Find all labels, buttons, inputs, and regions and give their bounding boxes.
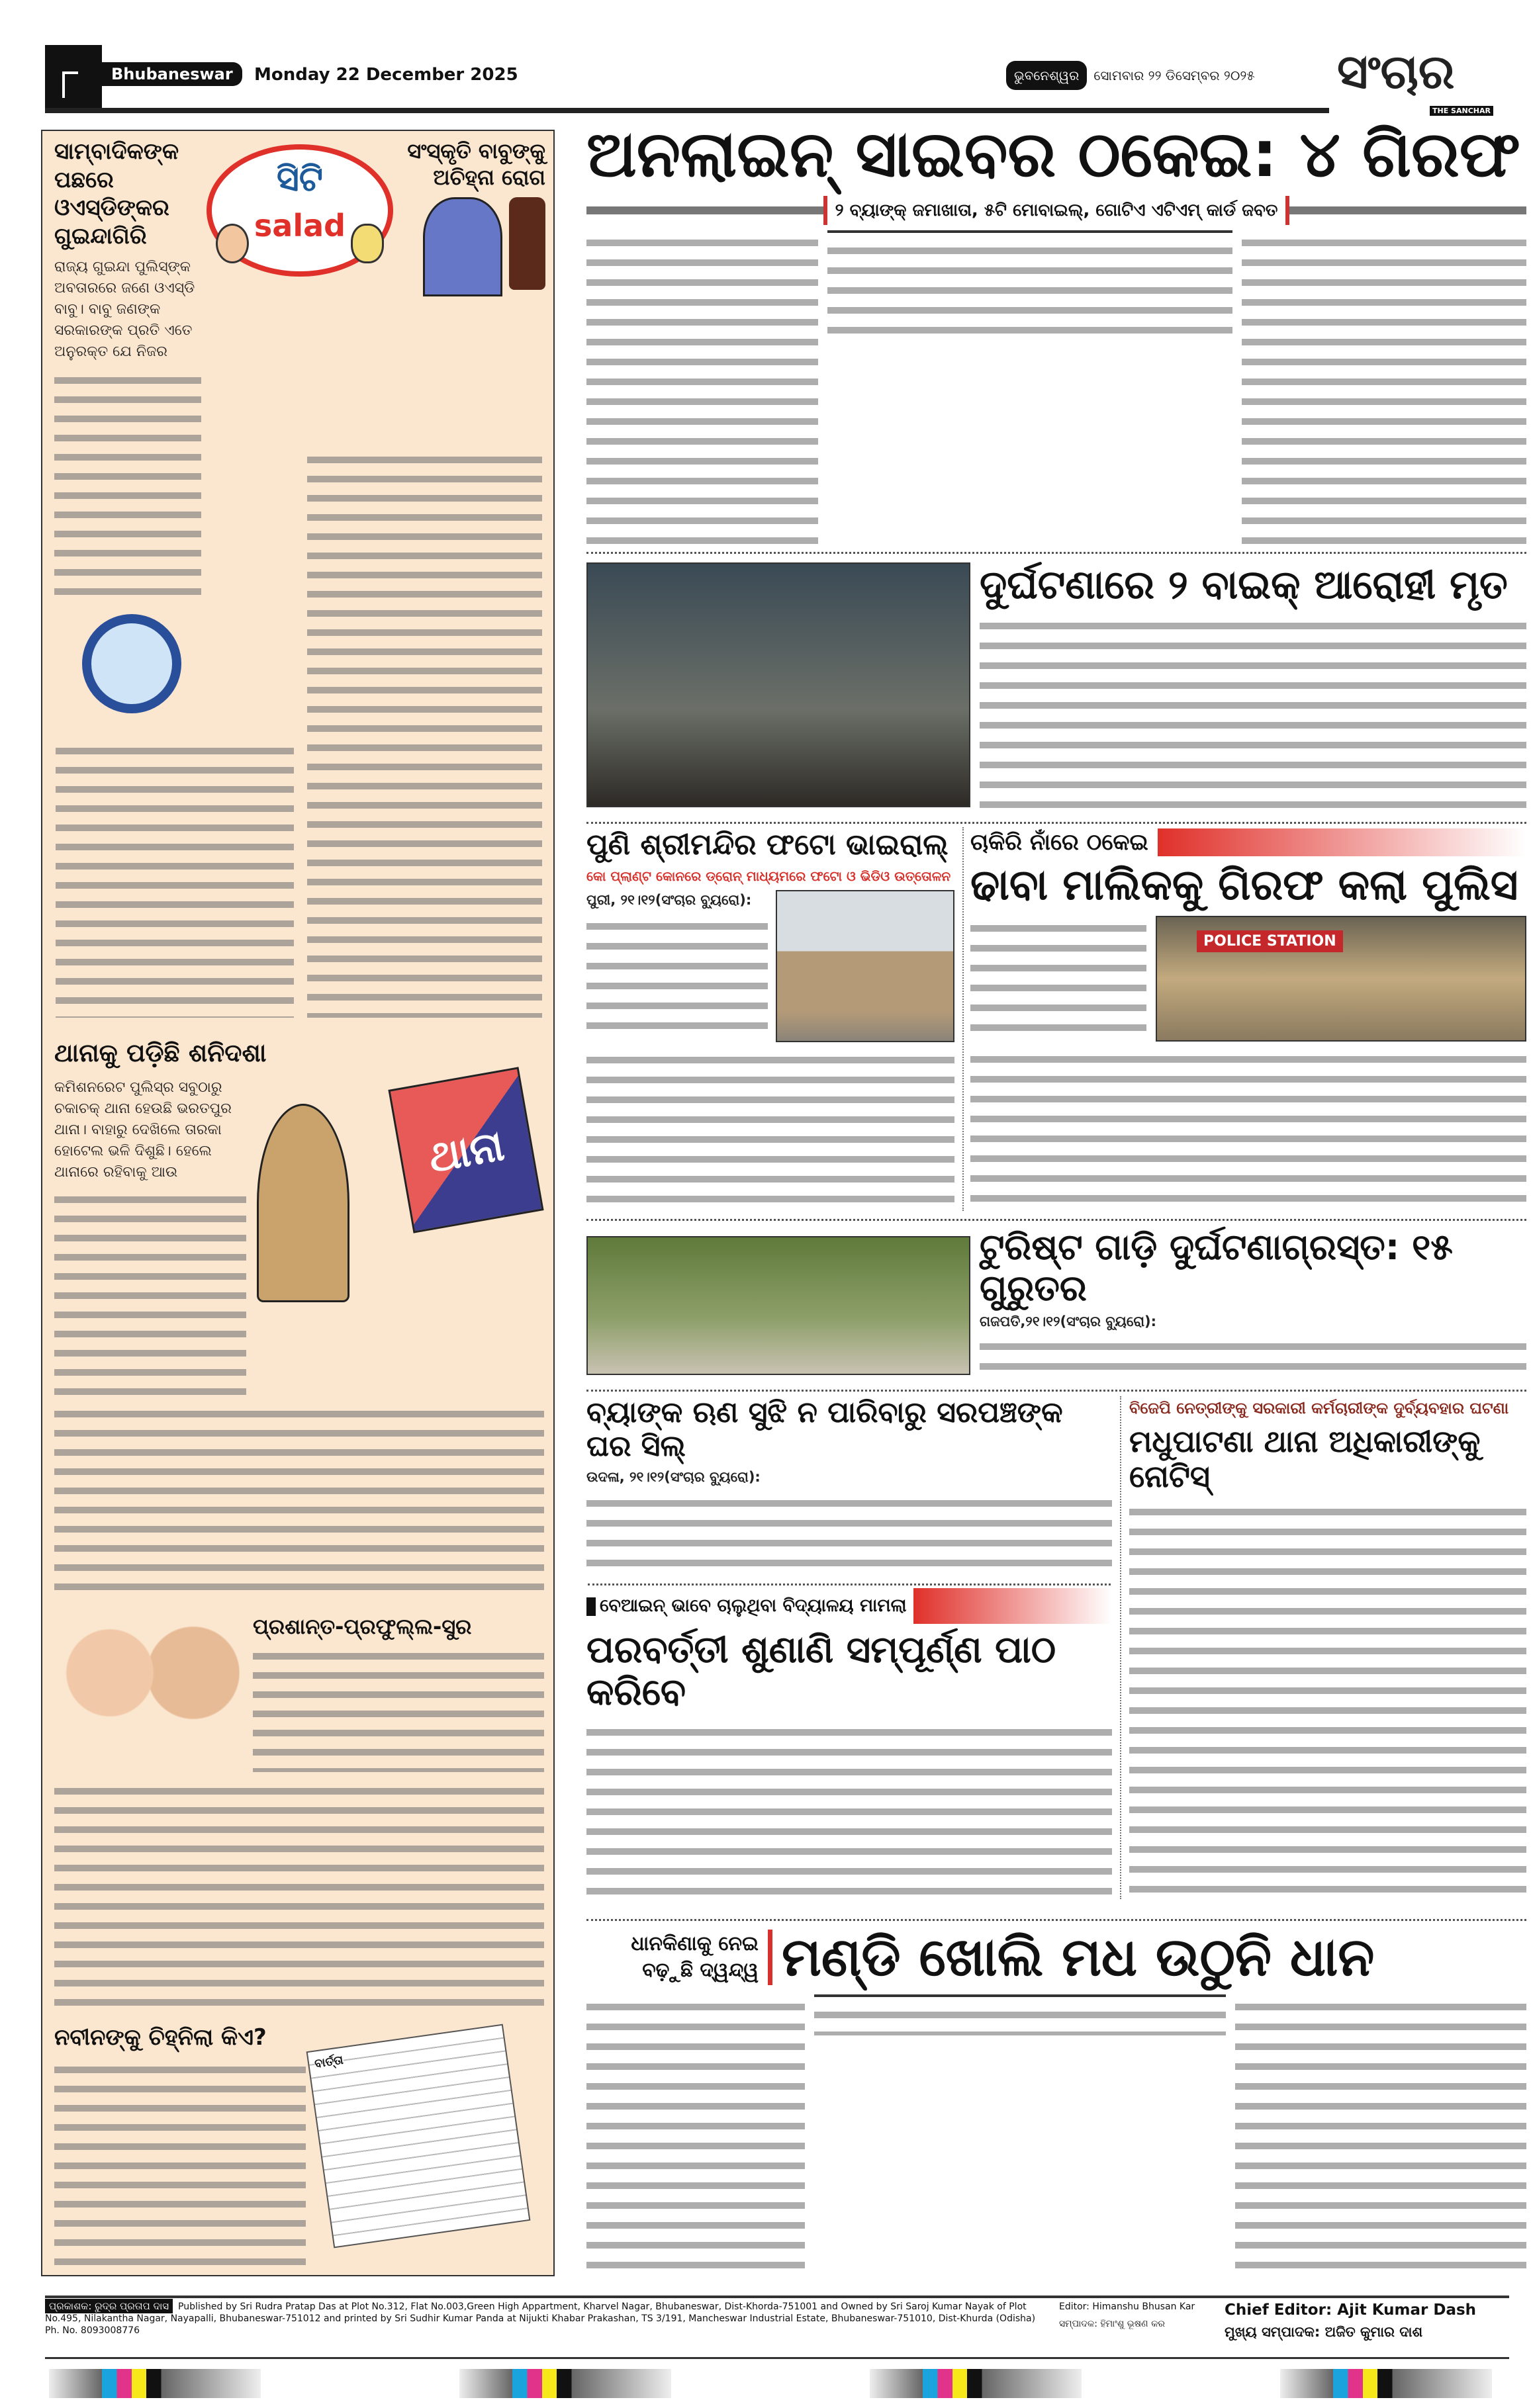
date-odia: ସୋମବାର ୨୨ ଡିସେମ୍ବର ୨୦୨୫ bbox=[1093, 67, 1255, 83]
naveen-title: ନବୀନଙ୍କୁ ଚିହ୍ନିଲା କିଏ? bbox=[54, 2024, 267, 2051]
school-kicker-row bbox=[586, 1588, 1112, 1624]
lead-body bbox=[586, 230, 1526, 547]
color-bar-2 bbox=[459, 2369, 671, 2398]
puri-text-2 bbox=[586, 1048, 954, 1212]
lead-subhead: ୨ ବ୍ୟାଙ୍କ୍ ଜମାଖାତା, ୫ଟି ମୋବାଇଲ୍, ଗୋଟିଏ ଏଟିଏମ୍ କାର୍ଡ ଜବତ bbox=[823, 196, 1290, 225]
policeman-cartoon bbox=[257, 1104, 349, 1302]
publisher-box: ପ୍ରକାଶକ: ରୁଦ୍ର ପ୍ରତାପ ଦାସ bbox=[45, 2299, 173, 2313]
rice-sacks-photo bbox=[814, 1994, 1226, 1997]
accident-photo bbox=[586, 562, 970, 807]
lead-photo-col bbox=[827, 230, 1232, 547]
footer-rule-bottom bbox=[45, 2357, 1509, 2359]
square-bullet-icon bbox=[586, 1597, 596, 1616]
puri-headline: ପୁଣି ଶ୍ରୀମନ୍ଦିର ଫଟୋ ଭାଇରାଲ୍ bbox=[586, 828, 949, 862]
lead-photo-arrested bbox=[827, 230, 1232, 233]
color-bar-3 bbox=[870, 2369, 1082, 2398]
madhupatna-headline: ମଧୁପାଟଣା ଥାନା ଅଧିକାରୀଙ୍କୁ ନୋଟିସ୍ bbox=[1129, 1423, 1481, 1494]
school-kicker bbox=[586, 1594, 907, 1618]
logo-salad: salad bbox=[254, 208, 346, 244]
cartoon-face-right bbox=[351, 224, 384, 263]
school-headline: ପରବର୍ତ୍ତୀ ଶୁଣାଣି ସମ୍ପୂର୍ଣ୍ଣ ପାଠ କରିବେ bbox=[586, 1628, 1056, 1715]
kicker-bar bbox=[1158, 828, 1526, 856]
editor: Editor: Himanshu Bhusan Kar bbox=[1059, 2301, 1195, 2312]
naveen-textcol bbox=[54, 2024, 306, 2268]
lead-subhead-row bbox=[586, 196, 1526, 225]
imprint-line-2: Nilakantha Nagar, Nayapalli, Bhubaneswar-751012 and printed by Sri Sudhir Kumar Panda at Nijukti Khabar Prakashan, TS 3/191, Mancheswar Industrial Estate, Bhubaneswar-751010, Dist-Khurda (Odisha) Ph. No. 8093008776 bbox=[45, 2313, 1036, 2336]
tourist-headline: ଟୁରିଷ୍ଟ ଗାଡ଼ି ଦୁର୍ଘଟଣାଗ୍ରସ୍ତ: ୧୫ ଗୁରୁତର bbox=[980, 1226, 1453, 1310]
police-headline: ଢାବା ମାଲିକକୁ ଗିରଫ କଲା ପୁଲିସ bbox=[970, 861, 1518, 910]
lead-story bbox=[586, 118, 1526, 547]
bank-headline: ବ୍ୟାଙ୍କ ଋଣ ସୁଝି ନ ପାରିବାରୁ ସରପଞ୍ଚଙ୍କ ଘର ସିଲ୍ bbox=[586, 1396, 1063, 1463]
tourist-accident-photo bbox=[586, 1236, 970, 1375]
bank-dateline: ଉଦଳା, ୨୧।୧୨(ସଂଚାର ବ୍ୟୁରୋ): bbox=[586, 1469, 761, 1486]
city-salad-column bbox=[41, 130, 555, 2276]
police-station-photo bbox=[1156, 916, 1526, 1042]
police-row bbox=[970, 916, 1526, 1042]
thana-row bbox=[54, 1077, 544, 1395]
puri-story bbox=[586, 828, 954, 1212]
accident-headline: ଦୁର୍ଘଟଣାରେ ୨ ବାଇକ୍ ଆରୋହୀ ମୃତ bbox=[980, 562, 1508, 608]
editor-odia: ସମ୍ପାଦକ: ହିମାଂଶୁ ଭୂଷଣ କର bbox=[1059, 2319, 1166, 2329]
col1-text bbox=[54, 369, 201, 601]
police-text bbox=[970, 916, 1146, 1042]
prashant-row bbox=[54, 1613, 544, 1772]
rice-text-mid bbox=[814, 2002, 1226, 2035]
rice-text-right bbox=[1235, 1994, 1526, 2276]
footer bbox=[45, 2300, 1509, 2341]
magnifier-cartoon bbox=[82, 614, 181, 713]
puri-dateline: ପୁରୀ, ୨୧।୧୨(ସଂଚାର ବ୍ୟୁରୋ): bbox=[586, 891, 752, 908]
rice-body bbox=[586, 1994, 1526, 2276]
accident-story bbox=[586, 562, 1526, 815]
column-rule bbox=[962, 827, 964, 1211]
tourist-textcol bbox=[980, 1227, 1526, 1383]
col1-lead: ରାଜ୍ୟ ଗୁଇନ୍ଦା ପୁଲିସ୍‌ଙ୍କ ଅବତାରରେ ଜଣେ ଓଏସ୍‌ଡି ବାବୁ। ବାବୁ ଜଣଙ୍କ ସରକାରଙ୍କ ପ୍ରତି ଏତେ ଅନୁରକ୍ତ ଯେ ନିଜର bbox=[54, 259, 195, 360]
city-badge: Bhubaneswar bbox=[102, 62, 242, 86]
lead-headline: ଅନଲାଇନ୍ ସାଇବର ଠକେଇ: ୪ ଗିରଫ bbox=[586, 117, 1520, 191]
accident-textcol bbox=[980, 562, 1526, 815]
chief-editor: Chief Editor: Ajit Kumar Dash bbox=[1225, 2301, 1477, 2319]
thana-section bbox=[54, 1038, 544, 1600]
thana-lead: କମିଶନରେଟ ପୁଲିସ୍‌ର ସବୁଠାରୁ ଚକାଚକ୍ ଥାନା ହେଉଛି ଭରତପୁର ଥାନା। ବାହାରୁ ଦେଖିଲେ ତାରକା ହୋଟେଲ ଭଳି ଦିଶୁଛି। ହେଲେ ଥାନାରେ ରହିବାକୁ ଆଉ bbox=[54, 1079, 232, 1181]
date: Monday 22 December 2025 bbox=[254, 65, 518, 85]
madhupatna-kicker: ବିଜେପି ନେତ୍ରୀଙ୍କୁ ସରକାରୀ କର୍ମଚାରୀଙ୍କ ଦୁର୍ବ୍ୟବହାର ଘଟଣା bbox=[1129, 1399, 1509, 1417]
police-text-2 bbox=[970, 1047, 1526, 1212]
puri-row bbox=[586, 890, 954, 1042]
cartoon-face-left bbox=[216, 224, 249, 263]
thana-text bbox=[54, 1188, 246, 1395]
divider bbox=[586, 1390, 1526, 1392]
lead-subhead-rule-right bbox=[1289, 206, 1526, 214]
rice-story bbox=[586, 1927, 1526, 2276]
lead-text-right bbox=[1242, 230, 1526, 547]
rice-head-row bbox=[586, 1927, 1526, 1988]
col1-title: ସାମ୍ବାଦିକଙ୍କ ପଛରେ ଓଏସ୍‌ଡିଙ୍କର ଗୁଇନ୍ଦାଗିରି bbox=[54, 138, 179, 249]
rice-photo-col bbox=[814, 1994, 1226, 2276]
col2-title: ସଂସ୍କୃତି ବାବୁଙ୍କୁ ଅଚିହ୍ନା ରୋଗ bbox=[407, 138, 545, 190]
lead-subhead-rule bbox=[586, 206, 823, 214]
header-rule bbox=[45, 108, 1329, 113]
naveen-text bbox=[54, 2059, 306, 2269]
letter-label: ବାର୍ତ୍ତା bbox=[313, 2053, 344, 2071]
thana-sign: ଥାନା bbox=[388, 1067, 543, 1233]
divider bbox=[586, 822, 1526, 824]
col2-text bbox=[307, 449, 542, 1018]
school-story bbox=[586, 1588, 1112, 1899]
lead-text-mid bbox=[827, 238, 1232, 344]
divider bbox=[586, 1919, 1526, 1921]
puri-subhead: କୋ ପ୍ଲାଣ୍ଟ କୋନରେ ଡ୍ରୋନ୍ ମାଧ୍ୟମରେ ଫଟୋ ଓ ଭିଡିଓ ଉତ୍ତୋଳନ bbox=[586, 868, 951, 884]
prashant-text bbox=[253, 1645, 544, 1772]
bank-text bbox=[586, 1491, 1112, 1578]
col2 bbox=[403, 138, 545, 296]
divider bbox=[586, 1219, 1526, 1221]
tourist-text bbox=[980, 1334, 1526, 1383]
rice-headline: ମଣ୍ଡି ଖୋଲି ମଧ ଉଠୁନି ଧାନ bbox=[782, 1926, 1375, 1988]
bottle-cartoon bbox=[509, 197, 545, 290]
prashant-title: ପ୍ରଶାନ୍ତ-ପ୍ରଫୁଲ୍ଲ-ସୁର bbox=[253, 1614, 472, 1639]
lead-text-left bbox=[586, 230, 818, 547]
prashant-textcol bbox=[253, 1613, 544, 1772]
chief-block bbox=[1225, 2300, 1509, 2341]
puri-textcol bbox=[586, 890, 768, 1042]
editor-block bbox=[1059, 2300, 1211, 2341]
letter-illustration bbox=[306, 2024, 531, 2249]
tourist-story bbox=[586, 1227, 1526, 1383]
police-kicker-row bbox=[970, 828, 1526, 856]
rice-text-left bbox=[586, 1994, 805, 2276]
puri-text bbox=[586, 914, 768, 1042]
school-kicker-text: ବେଆଇନ୍ ଭାବେ ଚାଲୁଥିବା ବିଦ୍ୟାଳୟ ମାମଲା bbox=[600, 1595, 907, 1616]
col1 bbox=[54, 138, 201, 601]
logo-odia: ସିଟି bbox=[277, 159, 323, 199]
police-sign: POLICE STATION bbox=[1197, 930, 1343, 952]
school-text bbox=[586, 1720, 1112, 1899]
police-kicker: ଚାକିରି ନାଁରେ ଠକେଇ bbox=[970, 829, 1148, 856]
bank-story bbox=[586, 1396, 1112, 1578]
masthead-logo: ସଂଚାର bbox=[1337, 44, 1455, 99]
police-story bbox=[970, 828, 1526, 1212]
odia-dateline bbox=[1006, 61, 1330, 90]
thana-textcol bbox=[54, 1077, 246, 1395]
kicker-bar bbox=[913, 1588, 1112, 1624]
naveen-section bbox=[54, 2024, 544, 2268]
prashant-text-2 bbox=[54, 1780, 544, 2010]
puri-temple-photo bbox=[776, 890, 954, 1042]
color-bar-4 bbox=[1280, 2369, 1492, 2398]
divider bbox=[586, 552, 1526, 554]
madhupatna-text bbox=[1129, 1499, 1526, 1899]
tourist-dateline: ଗଜପତି,୨୧।୧୨(ସଂଚାର ବ୍ୟୁରୋ): bbox=[980, 1314, 1157, 1330]
rice-kicker-rule bbox=[768, 1930, 772, 1985]
rice-kicker: ଧାନକିଣାକୁ ନେଇ ବଢ଼ୁଛି ଦ୍ୱନ୍ଦ୍ୱ bbox=[631, 1932, 759, 1982]
chief-editor-odia: ମୁଖ୍ୟ ସମ୍ପାଦକ: ଅଜିତ କୁମାର ଦାଶ bbox=[1225, 2324, 1423, 2340]
accident-text bbox=[980, 613, 1526, 815]
corner-mark bbox=[45, 45, 102, 108]
city-badge-odia: ଭୁବନେଶ୍ୱର bbox=[1006, 61, 1087, 90]
caricature-faces bbox=[54, 1613, 240, 1732]
color-bar-1 bbox=[49, 2369, 261, 2398]
madhupatna-story bbox=[1129, 1398, 1526, 1899]
sniffing-man-cartoon bbox=[423, 197, 502, 296]
divider bbox=[588, 1583, 1111, 1585]
thana-title: ଥାନାକୁ ପଡ଼ିଛି ଶନିଦଶା bbox=[54, 1038, 267, 1067]
col2-cartoon bbox=[403, 197, 545, 296]
thana-text-2 bbox=[54, 1403, 544, 1601]
masthead-logo-en: THE SANCHAR bbox=[1430, 106, 1493, 116]
column-rule bbox=[1120, 1396, 1121, 1899]
prashant-section bbox=[54, 1613, 544, 2010]
imprint-line-1: Published by Sri Rudra Pratap Das at Plot No.312, Flat No.003,Green High Appartment, Kharvel Nagar, Bhubaneswar, Dist-Khorda-751001 and Owned by Sri Saroj Kumar Nayak of Plot No.495, bbox=[45, 2301, 1027, 2324]
footer-rule-top bbox=[45, 2296, 1509, 2298]
col1-text-2 bbox=[56, 740, 294, 1018]
imprint bbox=[45, 2300, 1046, 2341]
